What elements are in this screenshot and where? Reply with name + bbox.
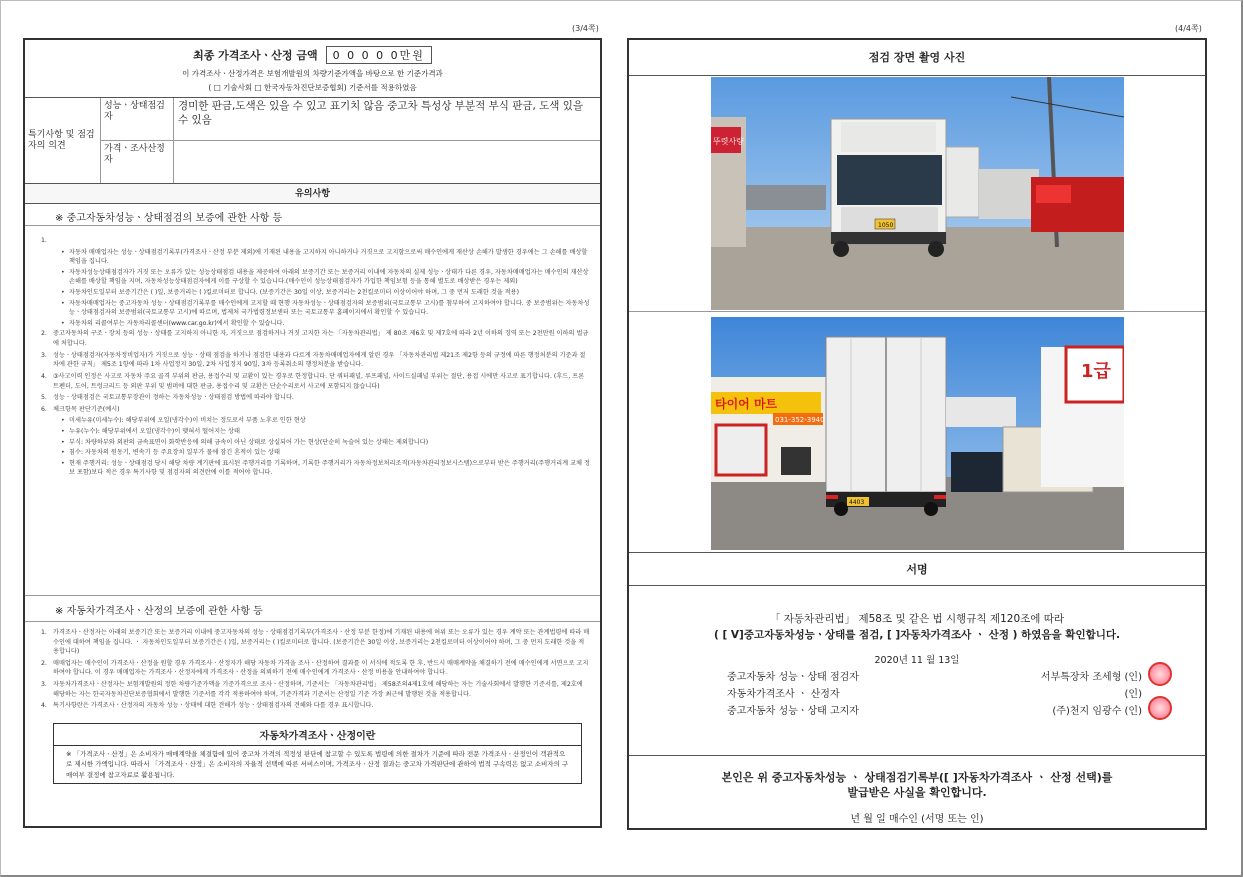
item-number: 1. xyxy=(41,629,47,636)
photo2-plate-text: 4403 xyxy=(848,499,864,506)
price-warranty-title: ※ 자동차가격조사ㆍ산정의 보증에 관한 사항 등 xyxy=(25,596,600,622)
bullet-mark: • xyxy=(61,438,65,446)
photo-divider xyxy=(629,311,1205,312)
signer-name: (주)천지 임광수 (인) xyxy=(982,702,1142,717)
page-3 xyxy=(23,38,602,828)
item-text: 매매업자는 매수인이 가격조사ㆍ산정을 원할 경우 가격조사ㆍ산정자가 해당 자동차 가격을 조사ㆍ산정하여 결과를 이 서식에 적도록 한 후, 반드시 매매계약을 체결하기 전에 매수인에게 서면으로 고지하여야 합니다. 이 경우 매매업자는 가격조사ㆍ산정자에게 가격조사ㆍ산정을 의뢰하기 전에 매수인에게 가격조사ㆍ산정 비용을 안내하여야 합니다. xyxy=(53,659,589,677)
bullet-text: 자동차인도일부터 보증기간은 ( )일, 보증거리는 ( )킬로미터로 합니다. (보증기간은 30일 이상, 보증거리는 2천킬로미터 이상이어야 하며, 그 중 먼저 도래한 것을 적용) xyxy=(69,289,520,297)
amount-value: 0 0 0 0 0 xyxy=(332,49,400,62)
price-basis-standard: ( □ 기술사회 □ 한국자동차진단보증협회) 기준서를 적용하였음 xyxy=(208,83,417,92)
bullet-text: 자동차매매업자는 중고자동차 성능ㆍ상태점검기록부를 매수인에게 고지할 때 현행 자동차성능ㆍ상태점검자의 보증범위(국토교통부 고시)를 첨부하여 고지하여야 합니다. 중 보증범위는 자동차성능ㆍ상태점검자의 보증범위(국토교통부 고시)에 따르며, 법제처 국가법령정보센터 또는 국토교통부 홈페이지에서 확인할 수 있습니다. xyxy=(69,299,590,317)
notice-bullet xyxy=(61,448,590,458)
inspection-photo-front xyxy=(711,77,1124,310)
notice-item xyxy=(41,351,590,370)
item-number: 3. xyxy=(41,681,47,689)
bullet-text: 자동차의 리콜여부는 자동차리콜센터(www.car.go.kr)에서 확인할 수 있습니다. xyxy=(69,319,285,327)
notice-item xyxy=(41,236,590,246)
page-number-right: (4/4쪽) xyxy=(1175,24,1202,33)
price-definition-text: ※ 「가격조사ㆍ산정」은 소비자가 매매계약을 체결함에 있어 중고차 가격의 적정성 판단에 참고할 수 있도록 법령에 의한 절차가 기준에 따라 전문 가격조사ㆍ산정인이 객관적으로 제시한 가액입니다. 따라서 「가격조사ㆍ산정」은 소비자의 자율적 선택에 따른 서비스이며, 가격조사ㆍ산정 결과는 중고차 가격판단에 관하여 법적 구속력은 없고 소비자의 구매여부 결정에 참고자료로 활용됩니다. xyxy=(66,749,569,779)
signature-section-title: 서명 xyxy=(629,552,1205,586)
notice-item xyxy=(41,659,590,678)
item-text: 성능ㆍ상태점검은 국토교통부장관이 정하는 자동차성능ㆍ상태점검 방법에 따라야 합니다. xyxy=(53,394,294,402)
price-definition-title: 자동차가격조사ㆍ산정이란 xyxy=(54,724,581,746)
photo2-phone-text: 031-352-3940 xyxy=(774,416,825,424)
item-number: 6. xyxy=(41,405,47,413)
item-number: 5. xyxy=(41,394,47,402)
item-number: 4. xyxy=(41,372,47,380)
notice-bullet xyxy=(61,459,590,478)
price-definition-box xyxy=(53,723,582,784)
bullet-mark: • xyxy=(61,319,65,327)
bullet-text: 부식: 차량하부와 외판의 금속표면이 화학반응에 의해 금속이 아닌 상태로 상실되어 가는 현상(단순히 녹슬어 있는 상태는 제외합니다) xyxy=(69,438,429,446)
item-number: 1. xyxy=(41,237,47,244)
photo1-sign-text: 뚜렷사량 xyxy=(712,137,744,146)
bullet-text: 누유(누수): 해당부위에서 오일(냉각수)이 맺혀서 떨어지는 상태 xyxy=(69,427,241,435)
performance-warranty-body xyxy=(25,226,600,596)
bullet-mark: • xyxy=(61,289,65,297)
notice-item xyxy=(41,680,590,699)
notice-item xyxy=(41,329,590,348)
notice-bullet xyxy=(61,248,590,267)
signer-row xyxy=(629,685,1205,700)
inspector-opinion: 경미한 판금,도색은 있을 수 있고 표기치 않음 중고차 특성상 부분적 부식 판금, 도색 있을 수 있음 xyxy=(178,100,584,126)
item-text: ③사고이력 인정은 사고로 자동차 주요 골격 부위의 판금, 용접수리 및 교환이 있는 경우로 한정합니다. 단 쿼터패널, 루프패널, 사이드실패널 부위는 절단, 용접 시에만 사고로 표기합니다. (후드, 프론트펜더, 도어, 트렁크리드 등 외판 부위 및 범퍼에 대한 판금, 용접수리 및 교환은 단순수리로서 사고에 포함되지 않습니다) xyxy=(53,372,585,390)
opinion-section xyxy=(25,98,600,184)
seal-stamp-icon xyxy=(1148,662,1172,686)
buyer-section-divider xyxy=(629,755,1205,756)
item-text: 중고자동차의 구조ㆍ장치 등의 성능ㆍ상태를 고지하지 아니한 자, 거짓으로 점검하거나 거짓 고지한 자는 「자동차관리법」 제 80조 제6호 및 제7호에 따라 2년 이하의 징역 또는 2천만원 이하의 벌금에 처합니다. xyxy=(53,330,589,348)
signer-row xyxy=(629,668,1205,683)
final-price-header xyxy=(25,40,600,98)
confirm-line-2: 발급받은 사실을 확인합니다. xyxy=(847,785,987,799)
bullet-mark: • xyxy=(61,417,65,425)
bullet-text: 침수: 자동차의 원동기, 변속기 등 주요장치 일부가 물에 잠긴 흔적이 있는 상태 xyxy=(69,449,280,457)
notice-item xyxy=(41,372,590,391)
photo-section-title: 점검 장면 촬영 사진 xyxy=(629,40,1205,76)
bullet-text: 자동차성능상태점검자가 거짓 또는 오류가 있는 성능상태점검 내용을 제공하여 아래의 보증기간 또는 보증거리 이내에 자동차의 실제 성능ㆍ상태가 다른 경우, 자동차매매업자는 매수인의 재산상 손해를 배상할 책임을 지며, 자동차성능상태점검자에게 이를 구상할 수 있습니다.(매수인이 성능상태점검자가 가입한 책임보험 등을 통해 별도로 배상받은 경우는 제외) xyxy=(69,268,589,286)
final-price-amount xyxy=(326,46,432,64)
price-basis-note: 이 가격조사ㆍ산정가격은 보험개발원의 차량기준가액을 바탕으로 한 기준가격과 xyxy=(182,69,443,78)
opinion-label: 특기사항 및 점검자의 의견 xyxy=(25,98,101,183)
item-number: 2. xyxy=(41,330,47,338)
signature-date: 2020년 11 월 13일 xyxy=(874,654,960,666)
bullet-text: 미세누유(미세누수): 해당부위에 오일(냉각수)이 비치는 정도로서 부품 노후로 인한 현상 xyxy=(69,417,306,425)
law-confirmation xyxy=(629,612,1205,644)
notice-item xyxy=(41,405,590,415)
notice-bullet xyxy=(61,438,590,448)
buyer-confirmation xyxy=(629,770,1205,801)
bullet-mark: • xyxy=(61,459,65,467)
item-text: 자동차가격조사ㆍ산정자는 보험개발원의 정한 차량기준가액을 기준가격으로 조사ㆍ산정하며, 기준서는 「자동차관리법」 제58조의4제1호에 해당하는 자는 기술사회에서 발행한 기준서를, 제2호에 해당하는 자는 한국자동차진단보증협회에서 발행한 기준서를 각각 적용하여야 하며, 기준가격과 기준서는 산정일 기준 가장 최근에 발행된 것을 적용합니다. xyxy=(53,681,583,698)
notice-bullet xyxy=(61,268,590,287)
signer-role: 자동차가격조사 ㆍ 산정자 xyxy=(727,688,840,700)
signers-list xyxy=(629,668,1205,717)
law-line-1: 「 자동차관리법」 제58조 및 같은 법 시행규칙 제120조에 따라 xyxy=(769,613,1065,625)
price-warranty-body xyxy=(25,622,600,711)
item-number: 3. xyxy=(41,351,47,359)
item-text: 체크항목 판단기준(예시) xyxy=(53,405,120,413)
bullet-mark: • xyxy=(61,268,65,276)
bullet-mark: • xyxy=(61,299,65,307)
signer-row xyxy=(629,702,1205,717)
notice-bullet xyxy=(61,319,590,329)
item-number: 2. xyxy=(41,659,47,667)
confirm-line-1: 본인은 위 중고자동차성능 ㆍ 상태점검기록부([ ]자동차가격조사 ㆍ 산정 선택)를 xyxy=(721,770,1113,784)
notice-title: 유의사항 xyxy=(25,184,600,204)
bullet-text: 현재 주행거리: 성능ㆍ상태점검 당시 해당 차량 계기판에 표시된 주행거리를 기록하며, 기록한 주행거리가 자동차정보처리조직(자동차관리정보시스템)으로부터 받은 주행거리(주행거리계 교체 정보 포함)보다 적은 경우 특기사항 및 점검자의 의견란에 이를 적어야 합니다. xyxy=(69,459,590,477)
final-price-title: 최종 가격조사ㆍ산정 금액 xyxy=(193,49,318,62)
seal-stamp-icon xyxy=(1148,696,1172,720)
inspection-photo-rear xyxy=(711,317,1124,550)
signer-role: 중고자동차 성능ㆍ상태 점검자 xyxy=(727,671,859,683)
item-number: 4. xyxy=(41,702,47,710)
page-4 xyxy=(627,38,1207,830)
page-number-left: (3/4쪽) xyxy=(572,24,599,33)
signer-name: (인) xyxy=(1124,688,1142,700)
law-line-2: ( [ V]중고자동차성능ㆍ상태를 점검, [ ]자동차가격조사 ㆍ 산정 ) 하였음을 확인합니다. xyxy=(713,628,1121,641)
notice-item xyxy=(41,393,590,403)
bullet-mark: • xyxy=(61,248,65,256)
item-text: 성능ㆍ상태점검자(자동차정비업자)가 거짓으로 성능ㆍ상태 점검을 하거나 점검한 내용과 다르게 자동차매매업자에게 알린 경우 「자동차관리법 제21조 제2항 등의 규정에 따른 행정처분의 기준과 절차에 관한 규칙」 제5조 1항에 따라 1차 사업정지 30일, 2차 사업정지 90일, 3차 등록취소의 행정처분을 받습니다. xyxy=(53,351,586,369)
notice-bullet xyxy=(61,299,590,318)
item-text: 가격조사ㆍ산정자는 아래의 보증기간 또는 보증거리 이내에 중고자동차의 성능ㆍ상태점검기록부(가격조사ㆍ산정 부분 한정)에 기재된 내용에 허위 또는 오류가 있는 경우 계약 또는 관계법령에 따라 매수인에 대하여 책임을 집니다. ㆍ 자동차인도일부터 보증기간은 ( )일, 보증거리는 ( )킬로미터로 합니다. (보증기간은 30일 이상, 보증거리는 2천킬로미터 이상이어야 하며, 그 중 먼저 도래한 것을 적용합니다) xyxy=(53,629,590,656)
notice-bullet xyxy=(61,427,590,437)
bullet-mark: • xyxy=(61,449,65,457)
notice-item xyxy=(41,628,590,657)
photo2-store-text: 타이어 마트 xyxy=(714,397,777,411)
photo1-plate-text: 1050 xyxy=(877,222,893,229)
notice-bullet xyxy=(61,288,590,298)
item-text: 특기사항란은 가격조사ㆍ산정자의 자동차 성능ㆍ상태에 대한 견해가 성능ㆍ상태점검자의 견해와 다를 경우 표시합니다. xyxy=(53,702,374,710)
amount-unit: 만원 xyxy=(399,49,425,62)
buyer-signature-line: 년 월 일 매수인 (서명 또는 인) xyxy=(850,814,984,826)
notice-bullet xyxy=(61,416,590,426)
inspector-label: 성능ㆍ상태점검자 xyxy=(101,98,174,140)
appraiser-opinion xyxy=(174,141,600,183)
notice-item xyxy=(41,701,590,711)
signer-name: 서부특장차 조세형 (인) xyxy=(982,668,1142,683)
bullet-mark: • xyxy=(61,427,65,435)
performance-warranty-title: ※ 중고자동차성능ㆍ상태점검의 보증에 관한 사항 등 xyxy=(25,204,600,226)
appraiser-label: 가격ㆍ조사산정자 xyxy=(101,141,174,183)
bullet-text: 자동차 매매업자는 성능ㆍ상태점검기록부(가격조사ㆍ산정 부분 제외)에 기재된 내용을 고지하지 아니하거나 거짓으로 고지함으로써 매수인에게 재산상 손해가 발생한 경우에는 그 손해를 배상할 책임을 집니다. xyxy=(69,248,588,266)
signer-role: 중고자동차 성능ㆍ상태 고지자 xyxy=(727,705,859,717)
photo2-sign-big: 1급 xyxy=(1080,361,1111,382)
